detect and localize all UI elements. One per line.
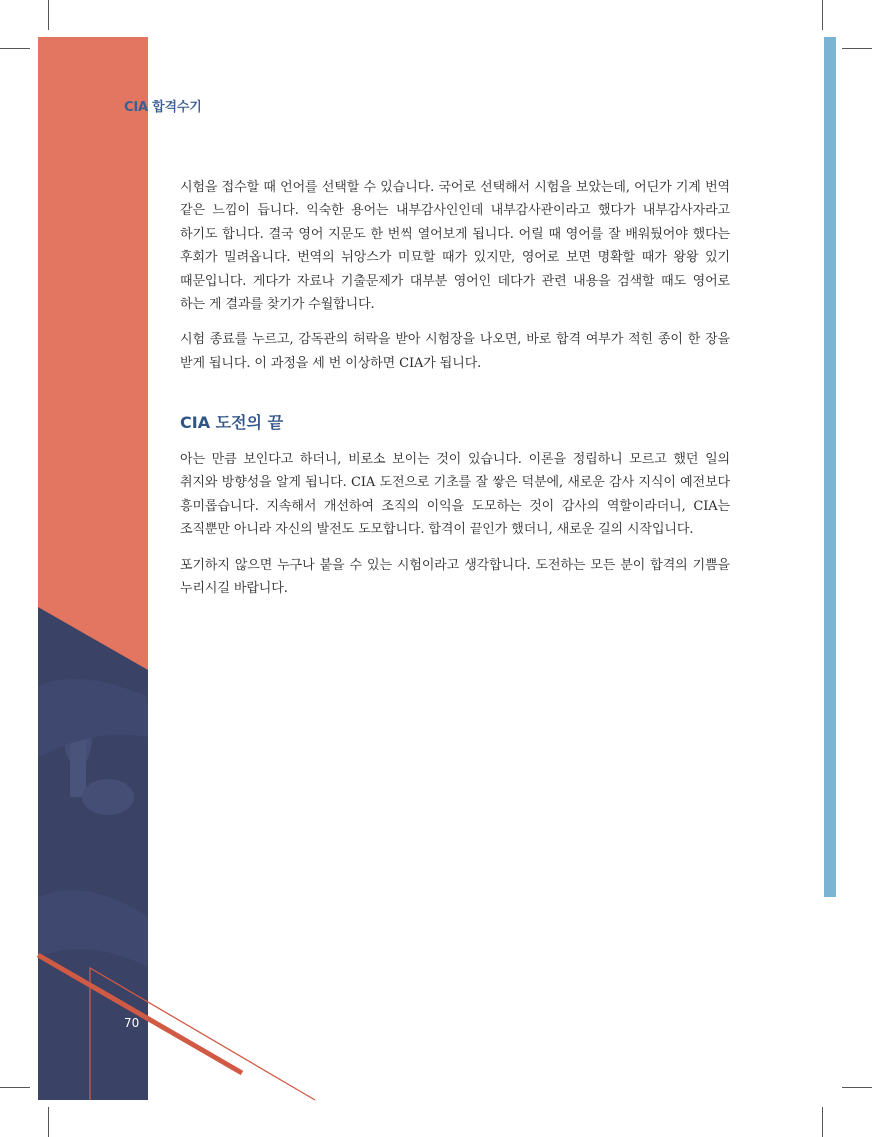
page-number: 70 <box>124 1016 140 1030</box>
running-head: CIA 합격수기 <box>124 100 202 115</box>
right-accent-bar <box>824 37 836 897</box>
paragraph: 포기하지 않으면 누구나 붙을 수 있는 시험이라고 생각합니다. 도전하는 모든 분이 합격의 기쁨을 누리시길 바랍니다. <box>180 557 730 597</box>
paragraph: 시험 종료를 누르고, 감독관의 허락을 받아 시험장을 나오면, 바로 합격 여부가 적힌 종이 한 장을 받게 됩니다. 이 과정을 세 번 이상하면 CIA가 됩니다. <box>180 332 730 371</box>
section-cia-end <box>180 410 730 433</box>
paragraph: 시험을 접수할 때 언어를 선택할 수 있습니다. 국어로 선택해서 시험을 보았는데, 어딘가 기계 번역 같은 느낌이 듭니다. 익숙한 용어는 내부감사인인데 내부감사관이라고 했다가 내부감사자라고 하기도 합니다. 결국 영어 지문도 한 번씩 열어보게 됩니다. 어릴 때 영어를 잘 배워뒀어야 했다는 후회가 밀려옵니다. 번역의 뉘앙스가 미묘할 때가 있지만, 영어로 보면 명확할 때가 왕왕 있기 때문입니다. 게다가 자료나 기출문제가 대부분 영어인 데다가 관련 내용을 검색할 때도 영어로 하는 게 결과를 찾기가 수월합니다. <box>180 180 730 313</box>
paragraph: 아는 만큼 보인다고 하더니, 비로소 보이는 것이 있습니다. 이론을 정립하니 모르고 했던 일의 취지와 방향성을 알게 됩니다. CIA 도전으로 기초를 잘 쌓은 덕분에, 새로운 감사 지식이 예전보다 흥미롭습니다. 지속해서 개선하여 조직의 이익을 도모하는 것이 감사의 역할이라더니, CIA는 조직뿐만 아니라 자신의 발전도 도모합니다. 합격이 끝인가 했더니, 새로운 길의 시작입니다. <box>180 452 730 538</box>
section-intro-text <box>180 176 730 387</box>
section-cia-end-text <box>180 448 730 612</box>
section-heading: CIA 도전의 끝 <box>180 413 284 432</box>
